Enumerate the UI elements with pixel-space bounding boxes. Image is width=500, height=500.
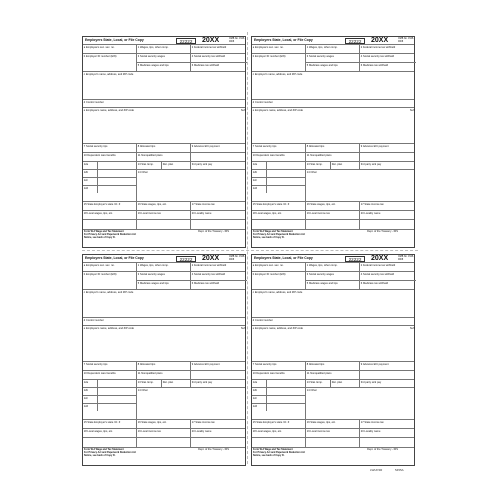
footer-notice: For Privacy Act and Paperwork Reduction Act [253,233,306,236]
row-15 [83,419,245,428]
form-year: 20XX [202,37,220,44]
row-c [252,71,414,99]
footer-notice-2: Notice, see back of Copy D. [84,236,116,239]
field-6[interactable]: 6 Medicare tax withheld [190,280,247,289]
field-14[interactable]: 14 Other [136,388,247,420]
row-12b [252,169,414,177]
row-18 [252,428,414,437]
field-15[interactable]: 15 State Employer's state I.D. # [252,420,290,424]
row-c [83,289,245,317]
field-13[interactable]: 13 Stat. Emp. [136,162,161,170]
footer-notice-2: Notice, see back of Copy D. [253,454,285,457]
field-14[interactable]: 14 Other [305,170,416,202]
field-7[interactable]: 7 Social security tips [83,362,108,366]
field-19[interactable]: 19 Local income tax [305,429,359,438]
row-d [252,99,414,107]
omb-number: OMB No. 1545-0008 [229,256,245,261]
row-b [252,271,414,280]
field-12d[interactable]: 12d [83,403,97,411]
field-12b[interactable]: 12b [252,170,258,174]
field-12a[interactable]: 12a [252,162,258,166]
w2-copy-bottom-right [251,254,415,466]
field-d[interactable]: d Control number [252,318,273,322]
form-year: 20XX [202,255,220,262]
omb-number: OMB No. 1545-0008 [229,38,245,43]
field-2[interactable]: 2 Federal income tax withheld [190,45,247,54]
field-suff: Suff. [409,326,416,330]
row-12a [252,161,414,169]
footer-dept: Dept. of the Treasury - IRS [198,448,229,451]
row-5 [83,62,245,71]
form-year: 20XX [371,37,389,44]
footer-form-name: Form W-2 Wage and Tax Statement [253,448,293,451]
field-b[interactable]: b Employer ID number (EIN) [252,272,286,276]
field-12c[interactable]: 12c [83,177,97,185]
field-3[interactable]: 3 Social security wages [305,54,359,63]
form-footer [83,447,245,467]
field-6[interactable]: 6 Medicare tax withheld [359,280,416,289]
form-footer [83,229,245,249]
field-20[interactable]: 20 Locality name [190,211,247,220]
row-12d [83,185,245,193]
vertical-perforation [247,32,248,464]
field-10[interactable]: 10 Dependent care benefits [252,153,285,157]
field-5[interactable]: 5 Medicare wages and tips [305,62,359,71]
horizontal-perforation [82,250,418,251]
field-13-ret[interactable]: Ret. plan [161,380,190,388]
field-4[interactable]: 4 Social security tax withheld [190,54,247,63]
control-code-box: 22222 [345,256,365,262]
field-11[interactable]: 11 Nonqualified plans [305,371,359,380]
row-12c [83,177,245,185]
field-16[interactable]: 16 State wages, tips, etc. [305,420,359,429]
row-12a [252,379,414,387]
field-12c-value[interactable] [266,395,305,403]
field-15[interactable]: 15 State Employer's state I.D. # [83,202,121,206]
form-footer [252,229,414,249]
field-e[interactable]: e Employee's name, address, and ZIP code [83,326,134,330]
field-12c-value[interactable] [97,177,136,185]
row-12d [83,403,245,411]
form-footer [252,447,414,467]
field-6[interactable]: 6 Medicare tax withheld [190,62,247,71]
field-12d-value[interactable] [266,185,305,193]
field-17[interactable]: 17 State income tax [359,420,416,429]
w2-copy-top-right [251,36,415,248]
field-12d-value[interactable] [266,403,305,411]
row-12b [252,387,414,395]
row-state-2 [83,219,245,229]
field-11[interactable]: 11 Nonqualified plans [136,153,190,162]
control-code-box: 22222 [176,38,196,44]
field-12c-value[interactable] [97,395,136,403]
field-suff: Suff. [240,108,247,112]
row-12a [83,379,245,387]
footer-notice: For Privacy Act and Paperwork Reduction Act [253,451,306,454]
field-13-sick[interactable]: 3rd party sick pay [190,162,247,170]
field-4[interactable]: 4 Social security tax withheld [359,54,416,63]
field-2[interactable]: 2 Federal income tax withheld [359,263,416,272]
field-13-sick[interactable]: 3rd party sick pay [190,380,247,388]
footer-form-name: Form W-2 Wage and Tax Statement [253,230,293,233]
row-10 [252,152,414,161]
field-c[interactable]: c Employer's name, address, and ZIP code [252,290,303,294]
footer-notice: For Privacy Act and Paperwork Reduction Act [84,451,137,454]
field-e[interactable]: e Employee's name, address, and ZIP code [83,108,134,112]
row-state-2 [83,437,245,447]
field-13[interactable]: 13 Stat. Emp. [305,380,330,388]
row-12c [252,177,414,185]
row-5 [252,62,414,71]
row-a [252,44,414,53]
field-11[interactable]: 11 Nonqualified plans [305,153,359,162]
footer-form-name: Form W-2 Wage and Tax Statement [84,230,124,233]
row-7 [83,361,245,370]
control-code-box: 22222 [176,256,196,262]
field-18[interactable]: 18 Local wages, tips, etc. [83,429,113,433]
field-12d[interactable]: 12d [252,403,266,411]
control-code-box: 22222 [345,38,365,44]
row-e [83,325,245,361]
field-13-ret[interactable]: Ret. plan [161,162,190,170]
field-b[interactable]: b Employer ID number (EIN) [83,272,117,276]
field-17[interactable]: 17 State income tax [190,202,247,211]
row-a [83,262,245,271]
field-c[interactable]: c Employer's name, address, and ZIP code [83,290,134,294]
field-1[interactable]: 1 Wages, tips, other comp. [136,263,190,272]
field-c[interactable]: c Employer's name, address, and ZIP code [83,72,134,76]
field-13-ret[interactable]: Ret. plan [330,380,359,388]
field-17[interactable]: 17 State income tax [359,202,416,211]
field-8[interactable]: 8 Allocated tips [136,362,190,371]
row-18 [252,210,414,219]
field-5[interactable]: 5 Medicare wages and tips [305,280,359,289]
field-8[interactable]: 8 Allocated tips [136,144,190,153]
row-5 [83,280,245,289]
field-10[interactable]: 10 Dependent care benefits [83,371,116,375]
w2-copy-top-left [82,36,246,248]
field-e[interactable]: e Employee's name, address, and ZIP code [252,108,303,112]
field-19[interactable]: 19 Local income tax [305,211,359,220]
form-title: Employers State, Local, or File Copy [85,256,144,260]
field-d[interactable]: d Control number [83,100,104,104]
field-17[interactable]: 17 State income tax [190,420,247,429]
row-c [252,289,414,317]
field-20[interactable]: 20 Locality name [359,211,416,220]
field-12d-value[interactable] [97,403,136,411]
row-18 [83,210,245,219]
field-12b[interactable]: 12b [252,388,258,392]
field-13[interactable]: 13 Stat. Emp. [136,380,161,388]
order-code-left: LWUP4R [370,468,383,472]
field-13-sick[interactable]: 3rd party sick pay [359,162,416,170]
field-15[interactable]: 15 State Employer's state I.D. # [252,202,290,206]
field-3[interactable]: 3 Social security wages [136,272,190,281]
row-12d [252,185,414,193]
field-8[interactable]: 8 Allocated tips [305,362,359,371]
field-d[interactable]: d Control number [252,100,273,104]
field-9[interactable]: 9 Advance EIC payment [359,362,416,371]
field-12a[interactable]: 12a [83,162,89,166]
row-b [83,271,245,280]
field-12d-value[interactable] [97,185,136,193]
field-d[interactable]: d Control number [83,318,104,322]
row-d [83,317,245,325]
field-suff: Suff. [240,326,247,330]
order-code-right: 5455A [395,468,404,472]
footer-form-name: Form W-2 Wage and Tax Statement [84,448,124,451]
field-13[interactable]: 13 Stat. Emp. [305,162,330,170]
field-a[interactable]: a Employee's soc. sec. no. [83,263,115,267]
field-12a[interactable]: 12a [83,380,89,384]
form-year: 20XX [371,255,389,262]
field-16[interactable]: 16 State wages, tips, etc. [136,202,190,211]
row-12b [83,169,245,177]
row-10 [252,370,414,379]
field-8[interactable]: 8 Allocated tips [305,144,359,153]
row-15 [252,419,414,428]
field-20[interactable]: 20 Locality name [190,429,247,438]
field-19[interactable]: 19 Local income tax [136,211,190,220]
field-12c[interactable]: 12c [83,395,97,403]
row-10 [83,370,245,379]
row-a [83,44,245,53]
row-a [252,262,414,271]
field-9[interactable]: 9 Advance EIC payment [359,144,416,153]
field-13-ret[interactable]: Ret. plan [330,162,359,170]
row-d [83,99,245,107]
row-e [83,107,245,143]
row-15 [252,201,414,210]
field-2[interactable]: 2 Federal income tax withheld [190,263,247,272]
field-1[interactable]: 1 Wages, tips, other comp. [305,45,359,54]
field-16[interactable]: 16 State wages, tips, etc. [305,202,359,211]
field-12c-value[interactable] [266,177,305,185]
field-10[interactable]: 10 Dependent care benefits [252,371,285,375]
field-3[interactable]: 3 Social security wages [305,272,359,281]
row-18 [83,428,245,437]
field-12a[interactable]: 12a [252,380,258,384]
field-e[interactable]: e Employee's name, address, and ZIP code [252,326,303,330]
field-7[interactable]: 7 Social security tips [252,144,277,148]
row-7 [252,361,414,370]
field-2[interactable]: 2 Federal income tax withheld [359,45,416,54]
row-12d [252,403,414,411]
row-10 [83,152,245,161]
omb-number: OMB No. 1545-0008 [398,256,414,261]
field-5[interactable]: 5 Medicare wages and tips [136,62,190,71]
field-1[interactable]: 1 Wages, tips, other comp. [305,263,359,272]
row-12b [83,387,245,395]
row-7 [83,143,245,152]
field-5[interactable]: 5 Medicare wages and tips [136,280,190,289]
field-12c[interactable]: 12c [252,395,266,403]
field-3[interactable]: 3 Social security wages [136,54,190,63]
form-title: Employers State, Local, or File Copy [85,38,144,42]
row-12a [83,161,245,169]
row-state-2 [252,437,414,447]
row-e [252,325,414,361]
field-7[interactable]: 7 Social security tips [252,362,277,366]
field-b[interactable]: b Employer ID number (EIN) [83,54,117,58]
field-20[interactable]: 20 Locality name [359,429,416,438]
row-5 [252,280,414,289]
row-15 [83,201,245,210]
row-7 [252,143,414,152]
field-a[interactable]: a Employee's soc. sec. no. [83,45,115,49]
row-b [252,53,414,62]
field-b[interactable]: b Employer ID number (EIN) [252,54,286,58]
field-4[interactable]: 4 Social security tax withheld [190,272,247,281]
row-e [252,107,414,143]
footer-dept: Dept. of the Treasury - IRS [367,448,398,451]
footer-notice: For Privacy Act and Paperwork Reduction Act [84,233,137,236]
field-12d[interactable]: 12d [83,185,97,193]
row-b [83,53,245,62]
field-9[interactable]: 9 Advance EIC payment [190,144,247,153]
field-c[interactable]: c Employer's name, address, and ZIP code [252,72,303,76]
field-15[interactable]: 15 State Employer's state I.D. # [83,420,121,424]
footer-notice-2: Notice, see back of Copy D. [253,236,285,239]
row-state-2 [252,219,414,229]
row-d [252,317,414,325]
footer-dept: Dept. of the Treasury - IRS [198,230,229,233]
field-12c[interactable]: 12c [252,177,266,185]
omb-number: OMB No. 1545-0008 [398,38,414,43]
field-a[interactable]: a Employee's soc. sec. no. [252,45,284,49]
footer-dept: Dept. of the Treasury - IRS [367,230,398,233]
field-12b[interactable]: 12b [83,388,89,392]
field-14[interactable]: 14 Other [136,170,247,202]
row-12c [83,395,245,403]
field-12d[interactable]: 12d [252,185,266,193]
footer-notice-2: Notice, see back of Copy D. [84,454,116,457]
field-4[interactable]: 4 Social security tax withheld [359,272,416,281]
form-title: Employers State, Local, or File Copy [254,256,313,260]
field-12b[interactable]: 12b [83,170,89,174]
field-18[interactable]: 18 Local wages, tips, etc. [83,211,113,215]
row-c [83,71,245,99]
form-title: Employers State, Local, or File Copy [254,38,313,42]
w2-copy-bottom-left [82,254,246,466]
field-16[interactable]: 16 State wages, tips, etc. [136,420,190,429]
field-7[interactable]: 7 Social security tips [83,144,108,148]
field-18[interactable]: 18 Local wages, tips, etc. [252,211,282,215]
field-13-sick[interactable]: 3rd party sick pay [359,380,416,388]
field-11[interactable]: 11 Nonqualified plans [136,371,190,380]
field-18[interactable]: 18 Local wages, tips, etc. [252,429,282,433]
row-12c [252,395,414,403]
field-a[interactable]: a Employee's soc. sec. no. [252,263,284,267]
field-10[interactable]: 10 Dependent care benefits [83,153,116,157]
field-6[interactable]: 6 Medicare tax withheld [359,62,416,71]
field-9[interactable]: 9 Advance EIC payment [190,362,247,371]
field-19[interactable]: 19 Local income tax [136,429,190,438]
field-1[interactable]: 1 Wages, tips, other comp. [136,45,190,54]
field-14[interactable]: 14 Other [305,388,416,420]
field-suff: Suff. [409,108,416,112]
